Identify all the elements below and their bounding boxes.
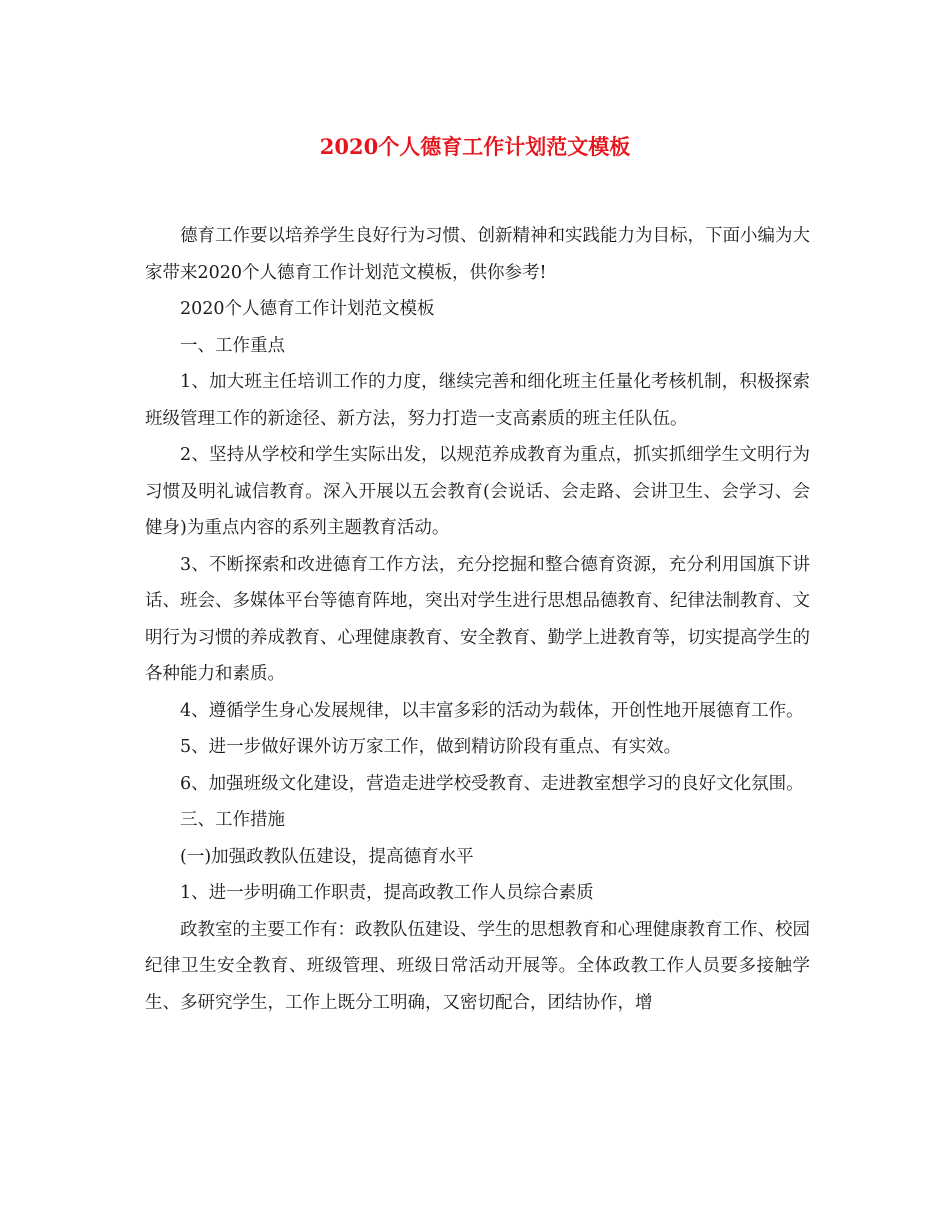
paragraph-item-5: 5、进一步做好课外访万家工作，做到精访阶段有重点、有实效。 <box>180 737 682 757</box>
paragraph-item-3: 3、不断探索和改进德育工作方法，充分挖掘和整合德育资源，充分利用国旗下讲话、班会、多媒体平台等德育阵地，突出对学生进行思想品德教育、纪律法制教育、文明行为习惯的养成教育、心理健康教育、安全教育、勤学上进教育等，切实提高学生的各种能力和素质。 <box>145 554 810 684</box>
paragraph-item-4: 4、遵循学生身心发展规律，以丰富多彩的活动为载体，开创性地开展德育工作。 <box>180 700 804 721</box>
document-title: 2020个人德育工作计划范文模板 <box>319 134 631 159</box>
paragraph-intro: 德育工作要以培养学生良好行为习惯、创新精神和实践能力为目标，下面小编为大家带来2020个人德育工作计划范文模板，供你参考! <box>145 226 810 283</box>
paragraph-item-2: 2、坚持从学校和学生实际出发，以规范养成教育为重点，抓实抓细学生文明行为习惯及明礼诚信教育。深入开展以五会教育(会说话、会走路、会讲卫生、会学习、会健身)为重点内容的系列主题教育活动。 <box>145 445 810 538</box>
subsection-heading-team: (一)加强政教队伍建设，提高德育水平 <box>180 846 474 867</box>
document-body <box>145 218 810 1021</box>
paragraph-subtitle: 2020个人德育工作计划范文模板 <box>180 299 435 319</box>
section-heading-measures: 三、工作措施 <box>180 810 285 830</box>
paragraph-office-duties: 政教室的主要工作有：政教队伍建设、学生的思想教育和心理健康教育工作、校园纪律卫生安全教育、班级管理、班级日常活动开展等。全体政教工作人员要多接触学生、多研究学生，工作上既分工明确，又密切配合，团结协作，增 <box>145 919 810 1013</box>
paragraph-measure-1: 1、进一步明确工作职责，提高政教工作人员综合素质 <box>180 883 594 903</box>
paragraph-item-6: 6、加强班级文化建设，营造走进学校受教育、走进教室想学习的良好文化氛围。 <box>180 773 804 794</box>
paragraph-item-1: 1、加大班主任培训工作的力度，继续完善和细化班主任量化考核机制，积极探索班级管理工作的新途径、新方法，努力打造一支高素质的班主任队伍。 <box>145 372 810 429</box>
section-heading-work-focus: 一、工作重点 <box>180 335 285 356</box>
